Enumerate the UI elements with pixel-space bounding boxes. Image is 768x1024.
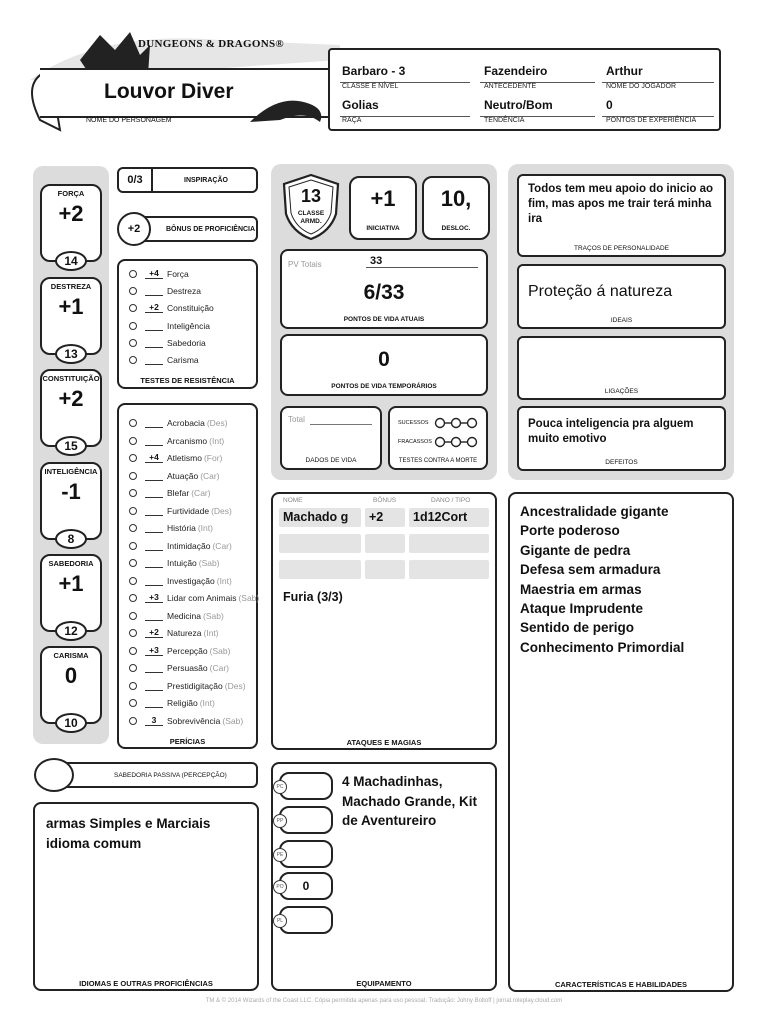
initiative-box <box>349 176 417 240</box>
attack-name-header: NOME <box>283 497 303 504</box>
attack-damage-header: DANO / TIPO <box>431 497 471 504</box>
skill-row[interactable]: Acrobacia (Des) <box>129 414 228 431</box>
ability-dexterity <box>40 277 102 361</box>
personality-traits-text[interactable]: Todos tem meu apoio do inicio ao fim, mas apos me trair terá minha ira <box>528 183 714 225</box>
speed-label: DESLOC. <box>441 225 471 232</box>
bonds-box[interactable] <box>517 336 726 400</box>
ability-modifier[interactable]: +1 <box>58 294 84 319</box>
background-value[interactable]: Fazendeiro <box>484 64 548 78</box>
ability-name: INTELIGÊNCIA <box>44 467 98 476</box>
saving-throws-box <box>117 259 258 389</box>
death-saves-label: TESTES CONTRA A MORTE <box>398 458 478 464</box>
saving-throw-row[interactable]: Inteligência <box>129 317 210 334</box>
attack-damage-cell[interactable]: 1d12Cort <box>409 508 489 527</box>
ability-score[interactable]: 15 <box>55 436 87 456</box>
attacks-box <box>271 492 497 750</box>
hit-dice-label: DADOS DE VIDA <box>305 457 357 464</box>
feature-item: Ataque Imprudente <box>520 601 644 617</box>
attack-name-cell[interactable] <box>279 560 361 579</box>
attack-bonus-cell[interactable] <box>365 560 405 579</box>
features-list[interactable] <box>520 502 726 657</box>
death-saves-fail-label: FRACASSOS <box>398 439 432 445</box>
player-name-label: NOME DO JOGADOR <box>606 83 677 90</box>
proficiency-label: BÔNUS DE PROFICIÊNCIA <box>166 226 256 233</box>
ability-intelligence <box>40 462 102 546</box>
skill-row[interactable]: +3 Percepção (Sab) <box>129 642 230 659</box>
skill-row[interactable]: Intimidação (Car) <box>129 537 232 554</box>
coin-copper-field[interactable]: PC <box>279 772 333 800</box>
saving-throw-row[interactable]: Sabedoria <box>129 334 206 351</box>
proficiency-dot[interactable] <box>129 287 137 295</box>
character-name-label: NOME DO PERSONAGEM <box>86 117 172 124</box>
proficiencies-box <box>33 802 259 991</box>
passive-wisdom-label: SABEDORIA PASSIVA (PERCEPÇÃO) <box>114 772 227 779</box>
max-hp-value[interactable]: 33 <box>366 255 478 268</box>
attack-damage-cell[interactable] <box>409 560 489 579</box>
feature-item: Sentido de perigo <box>520 620 635 636</box>
dragon-tail-art <box>250 92 330 132</box>
death-saves-success-label: SUCESSOS <box>398 420 429 426</box>
personality-traits-box[interactable] <box>517 174 726 257</box>
skill-row[interactable]: 3 Sobrevivência (Sab) <box>129 712 243 729</box>
dnd-logo: DUNGEONS & DRAGONS® <box>138 38 284 50</box>
inspiration-field <box>117 167 258 193</box>
coin-silver-field[interactable]: PP <box>279 806 333 834</box>
attack-bonus-cell[interactable]: +2 <box>365 508 405 527</box>
experience-value[interactable]: 0 <box>606 98 613 112</box>
skill-row[interactable]: +3 Lidar com Animais (Sab) <box>129 589 259 606</box>
inspiration-value[interactable]: 0/3 <box>119 169 153 191</box>
temp-hp-label: PONTOS DE VIDA TEMPORÁRIOS <box>331 383 437 390</box>
ability-name: FORÇA <box>57 189 85 198</box>
footer-copyright: TM & © 2014 Wizards of the Coast LLC. Cópia permitida apenas para uso pessoal. Tradução: Johny Boltoff | jornal.roleplay.cloud.com <box>205 998 563 1004</box>
skill-row[interactable]: Intuição (Sab) <box>129 554 220 571</box>
feature-item: Porte poderoso <box>520 523 620 539</box>
background-label: ANTECEDENTE <box>484 83 537 90</box>
death-save-circles[interactable] <box>434 416 482 450</box>
class-level-value[interactable]: Barbaro - 3 <box>342 64 406 78</box>
ideals-label: IDEAIS <box>610 317 633 324</box>
attack-name-cell[interactable] <box>279 534 361 553</box>
current-hp-label: PONTOS DE VIDA ATUAIS <box>343 316 425 323</box>
proficiency-dot[interactable] <box>129 339 137 347</box>
armor-class-value[interactable]: 13 <box>300 186 322 206</box>
skill-row[interactable]: Atuação (Car) <box>129 467 220 484</box>
character-info-box <box>328 48 721 131</box>
ability-modifier[interactable]: +2 <box>58 201 84 226</box>
ability-name: CONSTITUIÇÃO <box>42 374 100 383</box>
armor-class-label: CLASSE ARMD. <box>297 210 325 225</box>
ability-score[interactable]: 14 <box>55 251 87 271</box>
feature-item: Conhecimento Primordial <box>520 639 685 655</box>
race-value[interactable]: Golias <box>342 98 379 112</box>
coin-electrum-field[interactable]: PE <box>279 840 333 868</box>
skill-row[interactable]: +2 Natureza (Int) <box>129 624 219 641</box>
proficiency-dot[interactable] <box>129 304 137 312</box>
ability-score[interactable]: 8 <box>55 529 87 549</box>
proficiency-dot[interactable] <box>129 356 137 364</box>
flaws-text[interactable]: Pouca inteligencia pra alguem muito emotivo <box>528 418 694 445</box>
attack-damage-cell[interactable] <box>409 534 489 553</box>
class-level-label: CLASSE E NÍVEL <box>342 83 399 90</box>
saving-throw-row[interactable]: Destreza <box>129 282 201 299</box>
skills-box <box>117 403 258 749</box>
alignment-label: TENDÊNCIA <box>484 117 525 124</box>
ability-modifier[interactable]: +2 <box>58 386 84 411</box>
character-name[interactable]: Louvor Diver <box>104 80 234 103</box>
saving-throw-row[interactable]: +2 Constituição <box>129 299 214 316</box>
proficiencies-label: IDIOMAS E OUTRAS PROFICIÊNCIAS <box>79 979 213 988</box>
skill-row[interactable]: Investigação (Int) <box>129 572 232 589</box>
ability-name: CARISMA <box>53 651 89 660</box>
inspiration-label: INSPIRAÇÃO <box>184 177 228 184</box>
attacks-label: ATAQUES E MAGIAS <box>346 738 422 747</box>
personality-traits-label: TRAÇOS DE PERSONALIDADE <box>574 245 669 252</box>
ability-strength <box>40 184 102 268</box>
proficiencies-text[interactable]: armas Simples e Marciais idioma comum <box>46 816 211 851</box>
flaws-box[interactable] <box>517 406 726 471</box>
skill-row[interactable]: Arcanismo (Int) <box>129 432 224 449</box>
passive-wisdom-value[interactable] <box>34 758 74 792</box>
attacks-notes[interactable]: Furia (3/3) <box>283 590 343 604</box>
ideals-text[interactable]: Proteção á natureza <box>528 283 673 300</box>
passive-wisdom-field <box>54 762 258 788</box>
ability-constitution <box>40 369 102 453</box>
ability-name: SABEDORIA <box>48 559 94 568</box>
attack-name-cell[interactable]: Machado g <box>279 508 361 527</box>
initiative-value[interactable]: +1 <box>370 186 396 211</box>
ideals-box[interactable] <box>517 264 726 329</box>
skill-row[interactable]: Medicina (Sab) <box>129 607 224 624</box>
ability-name: DESTREZA <box>50 282 92 291</box>
attack-bonus-header: BÔNUS <box>373 497 397 504</box>
ability-modifier[interactable]: -1 <box>61 479 81 504</box>
feature-item: Defesa sem armadura <box>520 562 661 578</box>
saving-throw-row[interactable]: Carisma <box>129 351 199 368</box>
coin-platinum-field[interactable]: PL <box>279 906 333 934</box>
speed-value[interactable]: 10, <box>440 186 472 211</box>
ability-score[interactable]: 13 <box>55 344 87 364</box>
ability-wisdom <box>40 554 102 638</box>
flaws-label: DEFEITOS <box>605 459 638 466</box>
current-hp-value[interactable]: 6/33 <box>363 281 405 304</box>
skill-row[interactable]: Furtividade (Des) <box>129 502 232 519</box>
skill-row[interactable]: História (Int) <box>129 519 213 536</box>
speed-box <box>422 176 490 240</box>
proficiency-value[interactable]: +2 <box>117 212 151 246</box>
proficiency-dot[interactable] <box>129 270 137 278</box>
ability-score[interactable]: 12 <box>55 621 87 641</box>
ability-modifier[interactable]: 0 <box>64 663 78 688</box>
coin-gold-field[interactable]: PO 0 <box>279 872 333 900</box>
initiative-label: INICIATIVA <box>366 225 400 232</box>
skill-row[interactable]: Religião (Int) <box>129 694 215 711</box>
armor-class-shield-icon <box>280 172 342 242</box>
feature-item: Maestria em armas <box>520 581 642 597</box>
bonds-label: LIGAÇÕES <box>604 388 639 395</box>
max-hp-label: PV Totais <box>288 260 322 269</box>
experience-label: PONTOS DE EXPERIÊNCIA <box>606 117 697 124</box>
saving-throw-row[interactable]: +4 Força <box>129 265 189 282</box>
death-saves-box <box>388 406 488 470</box>
temp-hp-box <box>280 334 488 396</box>
feature-item: Gigante de pedra <box>520 542 631 558</box>
race-label: RAÇA <box>342 117 362 124</box>
ability-charisma <box>40 646 102 730</box>
skill-row[interactable]: +4 Atletismo (For) <box>129 449 222 466</box>
skill-row[interactable]: Prestidigitação (Des) <box>129 677 246 694</box>
skill-row[interactable]: Blefar (Car) <box>129 484 211 501</box>
equipment-text[interactable]: 4 Machadinhas, Machado Grande, Kit de Aventureiro <box>342 774 478 828</box>
features-box <box>508 492 734 992</box>
skills-title: PERÍCIAS <box>169 737 206 746</box>
temp-hp-value[interactable]: 0 <box>378 348 390 371</box>
ability-score[interactable]: 10 <box>55 713 87 733</box>
ability-modifier[interactable]: +1 <box>58 571 84 596</box>
player-name-value[interactable]: Arthur <box>606 64 643 78</box>
attack-bonus-cell[interactable] <box>365 534 405 553</box>
alignment-value[interactable]: Neutro/Bom <box>484 98 553 112</box>
proficiency-dot[interactable] <box>129 322 137 330</box>
features-label: CARACTERÍSTICAS E HABILIDADES <box>554 980 688 989</box>
current-hp-box <box>280 249 488 329</box>
hit-dice-total-label: Total <box>288 415 305 424</box>
skill-row[interactable]: Persuasão (Car) <box>129 659 229 676</box>
hit-dice-box <box>280 406 382 470</box>
saving-throws-title: TESTES DE RESISTÊNCIA <box>140 376 235 385</box>
feature-item: Ancestralidade gigante <box>520 504 669 519</box>
equipment-label: EQUIPAMENTO <box>356 979 412 988</box>
